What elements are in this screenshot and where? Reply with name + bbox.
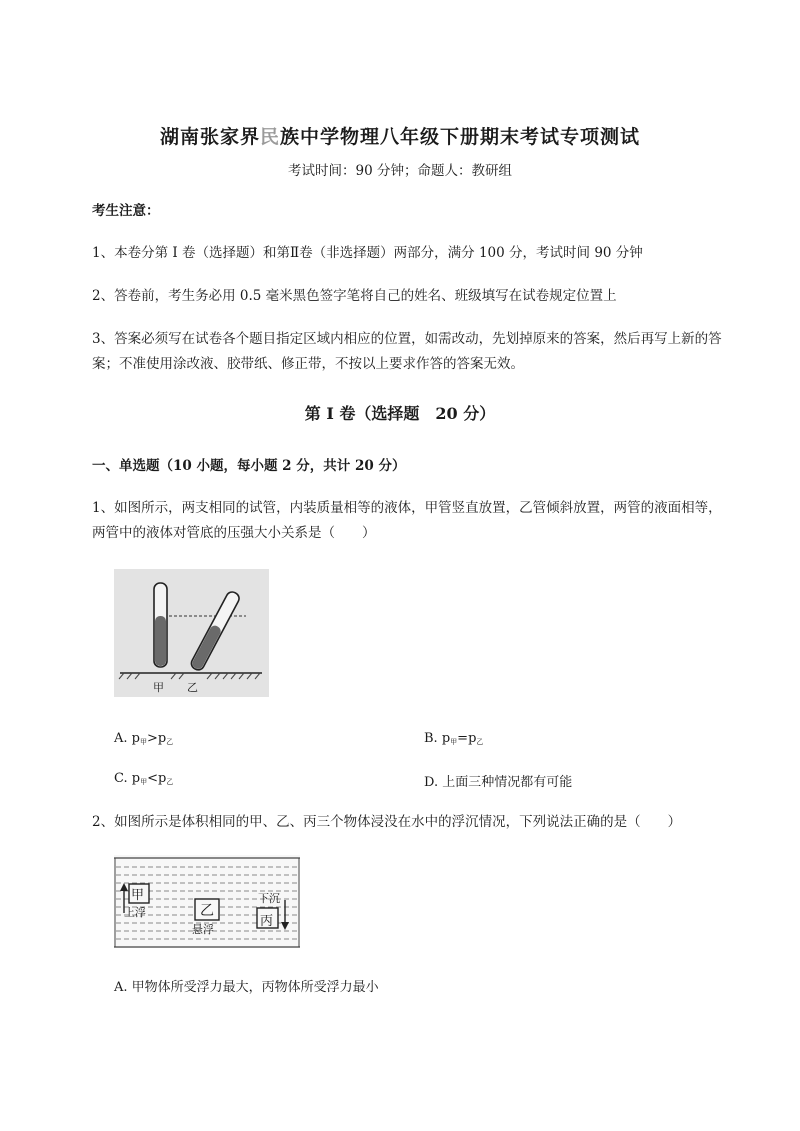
notice-item-1: 1、本卷分第 I 卷（选择题）和第Ⅱ卷（非选择题）两部分，满分 100 分，考试时间 90 分钟 <box>92 245 643 261</box>
relation-operator: > <box>147 731 158 746</box>
title-part: 湖南张家界 <box>159 126 260 148</box>
page-title <box>0 122 800 149</box>
section-title: 第 I 卷（选择题 20 分） <box>304 404 496 423</box>
pressure-symbol: p <box>158 771 167 786</box>
float-up-label: 上浮 <box>124 906 146 919</box>
title-part: 族中学物理八年级下册期末考试专项测试 <box>280 126 641 148</box>
notice-item-2: 2、答卷前，考生务必用 0.5 毫米黑色签字笔将自己的姓名、班级填写在试卷规定位置上 <box>92 288 617 304</box>
relation-operator: = <box>457 731 469 746</box>
option-text: 上面三种情况都有可能 <box>442 775 573 790</box>
question-2-text: 2、如图所示是体积相同的甲、乙、丙三个物体浸没在水中的浮沉情况，下列说法正确的是（ ） <box>92 814 682 830</box>
subscript: 乙 <box>166 738 174 746</box>
question-1-text: 1、如图所示，两支相同的试管，内装质量相等的液体，甲管竖直放置，乙管倾斜放置，两管的液面相等，两管中的液体对管底的压强大小关系是（ ） <box>92 500 722 541</box>
test-tube-drawing <box>114 569 269 697</box>
option-label: C. <box>114 771 128 786</box>
relation-operator: < <box>147 771 158 786</box>
tube-label-jia: 甲 <box>153 681 164 694</box>
q1-option-a[interactable] <box>114 731 173 747</box>
test-tube-figure <box>114 569 269 697</box>
subscript: 甲 <box>140 738 147 746</box>
object-yi-label: 乙 <box>200 903 214 919</box>
pressure-symbol: p <box>441 731 451 746</box>
pressure-symbol: p <box>131 731 140 746</box>
q1-option-b[interactable] <box>424 731 483 747</box>
pressure-symbol: p <box>131 771 141 786</box>
subscript: 乙 <box>476 738 484 746</box>
subscript: 乙 <box>166 778 174 786</box>
notice-heading: 考生注意： <box>92 203 160 219</box>
exam-subtitle: 考试时间：90 分钟；命题人：教研组 <box>288 163 512 179</box>
option-label: A. <box>114 731 128 746</box>
subscript: 甲 <box>450 738 458 746</box>
q1-option-d[interactable] <box>424 771 572 790</box>
q2-option-a[interactable]: A. 甲物体所受浮力最大，丙物体所受浮力最小 <box>114 980 379 995</box>
suspend-label: 悬浮 <box>192 923 214 936</box>
pressure-symbol: p <box>157 731 167 746</box>
title-highlight: 民 <box>259 126 280 148</box>
sink-label: 下沉 <box>258 892 280 905</box>
q1-option-c[interactable] <box>114 771 173 787</box>
part-title: 一、单选题（10 小题，每小题 2 分，共计 20 分） <box>92 458 406 474</box>
buoyancy-figure <box>114 855 300 948</box>
subscript: 甲 <box>140 778 148 786</box>
notice-item-3: 3、答案必须写在试卷各个题目指定区域内相应的位置，如需改动，先划掉原来的答案，然后再写上新的答案；不准使用涂改液、胶带纸、修正带，不按以上要求作答的答案无效。 <box>92 331 722 372</box>
pressure-symbol: p <box>468 731 477 746</box>
option-label: B. <box>424 731 438 746</box>
tube-label-yi: 乙 <box>187 681 198 694</box>
option-label: D. <box>424 775 439 790</box>
object-jia-label: 甲 <box>131 888 145 903</box>
object-bing-label: 丙 <box>260 914 274 929</box>
